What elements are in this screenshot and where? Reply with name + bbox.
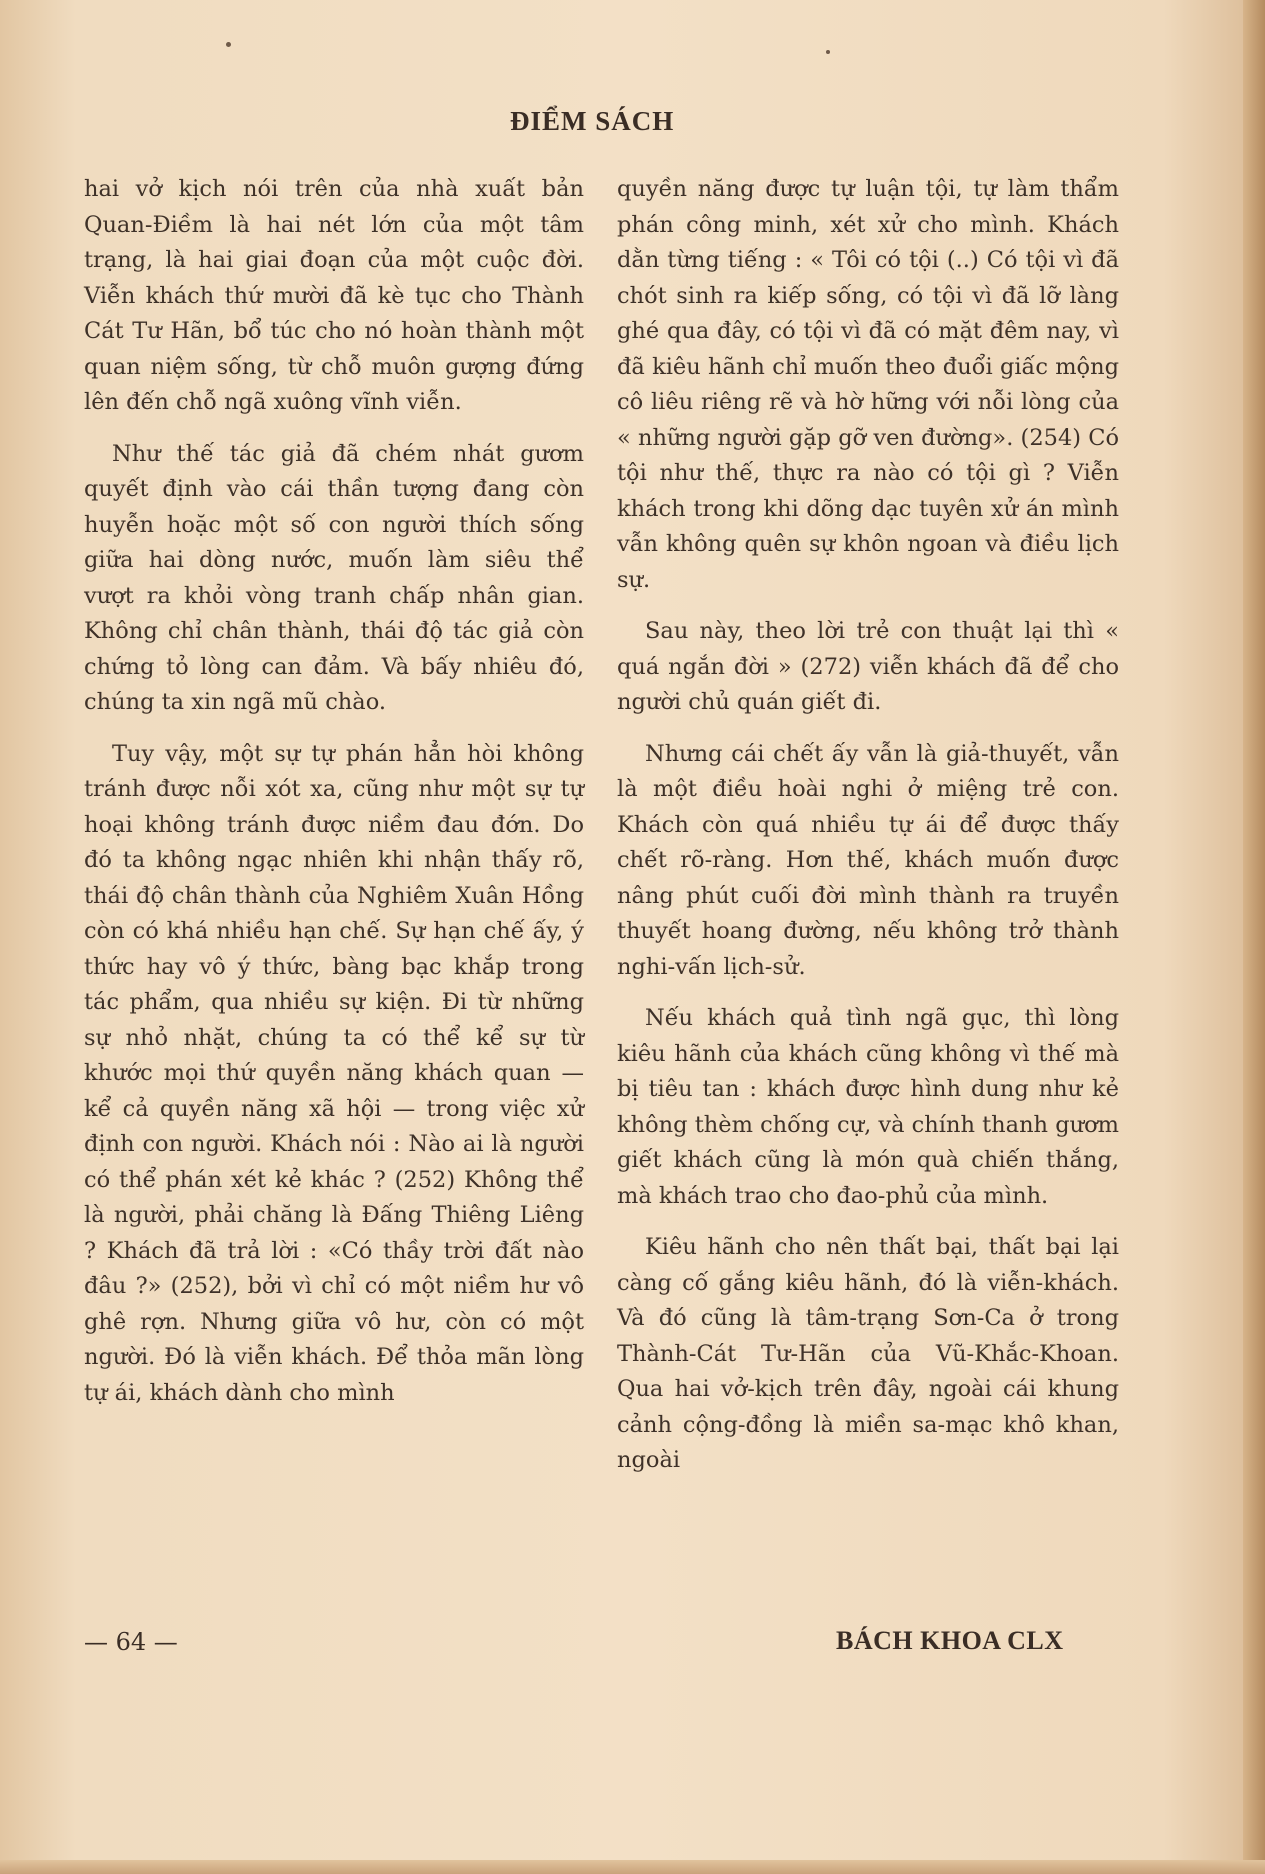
page-edge-bottom bbox=[0, 1860, 1265, 1874]
paragraph: Kiêu hãnh cho nên thất bại, thất bại lại càng cố gắng kiêu hãnh, đó là viễn-khách. Và đó cũng là tâm-trạng Sơn-Ca ở trong Thành-Cát Tư-Hãn của Vũ-Khắc-Khoan. Qua hai vở-kịch trên đây, ngoài cái khung cảnh cộng-đồng là miền sa-mạc khô khan, ngoài bbox=[617, 1234, 1119, 1473]
paragraph: Nhưng cái chết ấy vẫn là giả-thuyết, vẫn là một điều hoài nghi ở miệng trẻ con. Khách còn quá nhiều tự ái để được thấy chết rõ-ràng. Hơn thế, khách muốn được nâng phút cuối đời mình thành ra truyền thuyết hoang đường, nếu không trở thành nghi-vấn lịch-sử. bbox=[617, 740, 1119, 980]
right-column bbox=[617, 172, 1119, 1495]
section-header: ĐIỂM SÁCH bbox=[510, 106, 675, 136]
page-edge-right bbox=[1243, 0, 1265, 1874]
paragraph: Tuy vậy, một sự tự phán hẳn hòi không tránh được nỗi xót xa, cũng như một sự tự hoại không tránh được niềm đau đớn. Do đó ta không ngạc nhiên khi nhận thấy rõ, thái độ chân thành của Nghiêm Xuân Hồng còn có khá nhiều hạn chế. Sự hạn chế ấy, ý thức hay vô ý thức, bàng bạc khắp trong tác phẩm, qua nhiều sự kiện. Đi từ những sự nhỏ nhặt, chúng ta có thể kể sự từ khước mọi thứ quyền năng khách quan — kể cả quyền năng xã hội — trong việc xử định con người. Khách nói : Nào ai là người có thể phán xét kẻ khác ? (252) Không thể là người, phải chăng là Đấng Thiêng Liêng ? Khách đã trả lời : «Có thầy trời đất nào đâu ?» (252), bởi vì chỉ có một niềm hư vô ghê rợn. Nhưng giữa vô hư, còn có một người. Đó là viễn khách. Để thỏa mãn lòng tự ái, khách dành cho mình bbox=[84, 740, 584, 1406]
publication-name: BÁCH KHOA CLX bbox=[836, 1626, 1064, 1655]
paragraph: Sau này, theo lời trẻ con thuật lại thì « quá ngắn đời » (272) viễn khách đã để cho người chủ quán giết đi. bbox=[617, 618, 1119, 715]
paragraph: Nếu khách quả tình ngã gục, thì lòng kiêu hãnh của khách cũng không vì thế mà bị tiêu tan : khách được hình dung như kẻ không thèm chống cự, và chính thanh gươm giết khách cũng là món quà chiến thắng, mà khách trao cho đao-phủ của mình. bbox=[617, 1005, 1119, 1209]
page-number: — 64 — bbox=[84, 1628, 178, 1656]
paragraph: quyền năng được tự luận tội, tự làm thẩm phán công minh, xét xử cho mình. Khách dằn từng tiếng : « Tôi có tội (..) Có tội vì đã chót sinh ra kiếp sống, có tội vì đã lỡ làng ghé qua đây, có tội vì đã có mặt đêm nay, vì đã kiêu hãnh chỉ muốn theo đuổi giấc mộng cô liêu riêng rẽ và hờ hững với nỗi lòng của « những người gặp gỡ ven đường». (254) Có tội như thế, thực ra nào có tội gì ? Viễn khách trong khi dõng dạc tuyên xử án mình vẫn không quên sự khôn ngoan và điều lịch sự. bbox=[617, 176, 1119, 593]
ink-speck bbox=[826, 50, 830, 54]
paragraph: hai vở kịch nói trên của nhà xuất bản Quan-Điềm là hai nét lớn của một tâm trạng, là hai giai đoạn của một cuộc đời. Viễn khách thứ mười đã kè tục cho Thành Cát Tư Hãn, bổ túc cho nó hoàn thành một quan niệm sống, từ chỗ muôn gượng đứng lên đến chỗ ngã xuông vĩnh viễn. bbox=[84, 176, 584, 415]
left-column bbox=[84, 172, 584, 1427]
paragraph: Như thế tác giả đã chém nhát gươm quyết định vào cái thần tượng đang còn huyễn hoặc một số con người thích sống giữa hai dòng nước, muốn làm siêu thể vượt ra khỏi vòng tranh chấp nhân gian. Không chỉ chân thành, thái độ tác giả còn chứng tỏ lòng can đảm. Và bấy nhiêu đó, chúng ta xin ngã mũ chào. bbox=[84, 440, 584, 715]
ink-speck bbox=[226, 42, 231, 47]
